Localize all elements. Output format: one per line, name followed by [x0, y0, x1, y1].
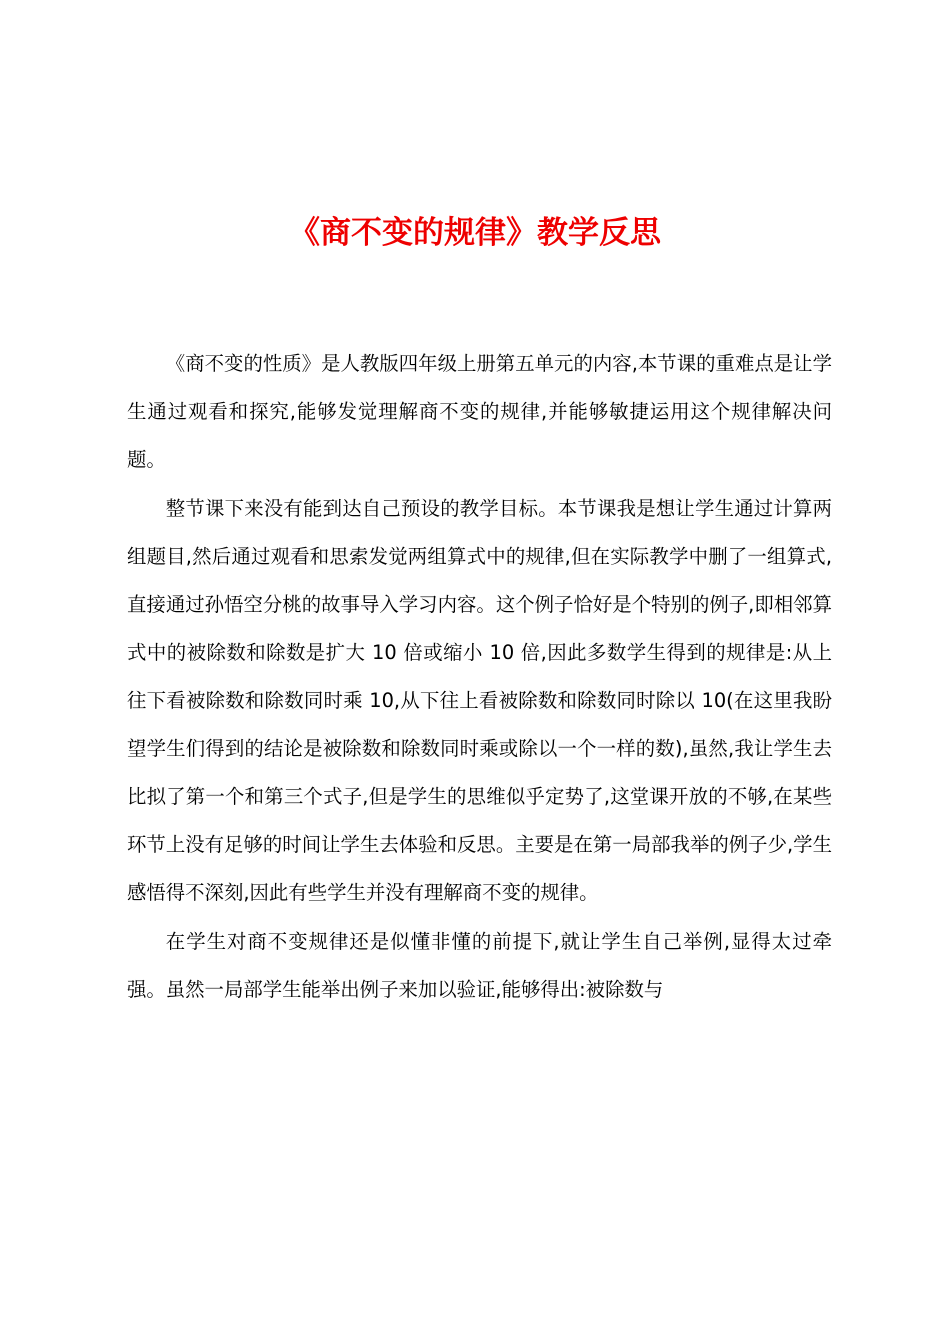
document-body: [127, 340, 832, 1014]
paragraph-intro: 《商不变的性质》是人教版四年级上册第五单元的内容,本节课的重难点是让学生通过观看和探究,能够发觉理解商不变的规律,并能够敏捷运用这个规律解决问题。: [127, 352, 832, 471]
paragraph-reflection: 整节课下来没有能到达自己预设的教学目标。本节课我是想让学生通过计算两组题目,然后通过观看和思索发觉两组算式中的规律,但在实际教学中删了一组算式,直接通过孙悟空分桃的故事导入学习内容。这个例子恰好是个特别的例子,即相邻算式中的被除数和除数是扩大 10 倍或缩小 10 倍,因此多数学生得到的规律是:从上往下看被除数和除数同时乘 10,从下往上看被除数和除数同时除以 10(在这里我盼望学生们得到的结论是被除数和除数同时乘或除以一个一样的数),虽然,我让学生去比拟了第一个和第三个式子,但是学生的思维似乎定势了,这堂课开放的不够,在某些环节上没有足够的时间让学生去体验和反思。主要是在第一局部我举的例子少,学生感悟得不深刻,因此有些学生并没有理解商不变的规律。: [127, 497, 832, 904]
paragraph-continuation: 在学生对商不变规律还是似懂非懂的前提下,就让学生自己举例,显得太过牵强。虽然一局部学生能举出例子来加以验证,能够得出:被除数与: [127, 930, 832, 1001]
document-title: 《商不变的规律》教学反思: [289, 215, 661, 251]
